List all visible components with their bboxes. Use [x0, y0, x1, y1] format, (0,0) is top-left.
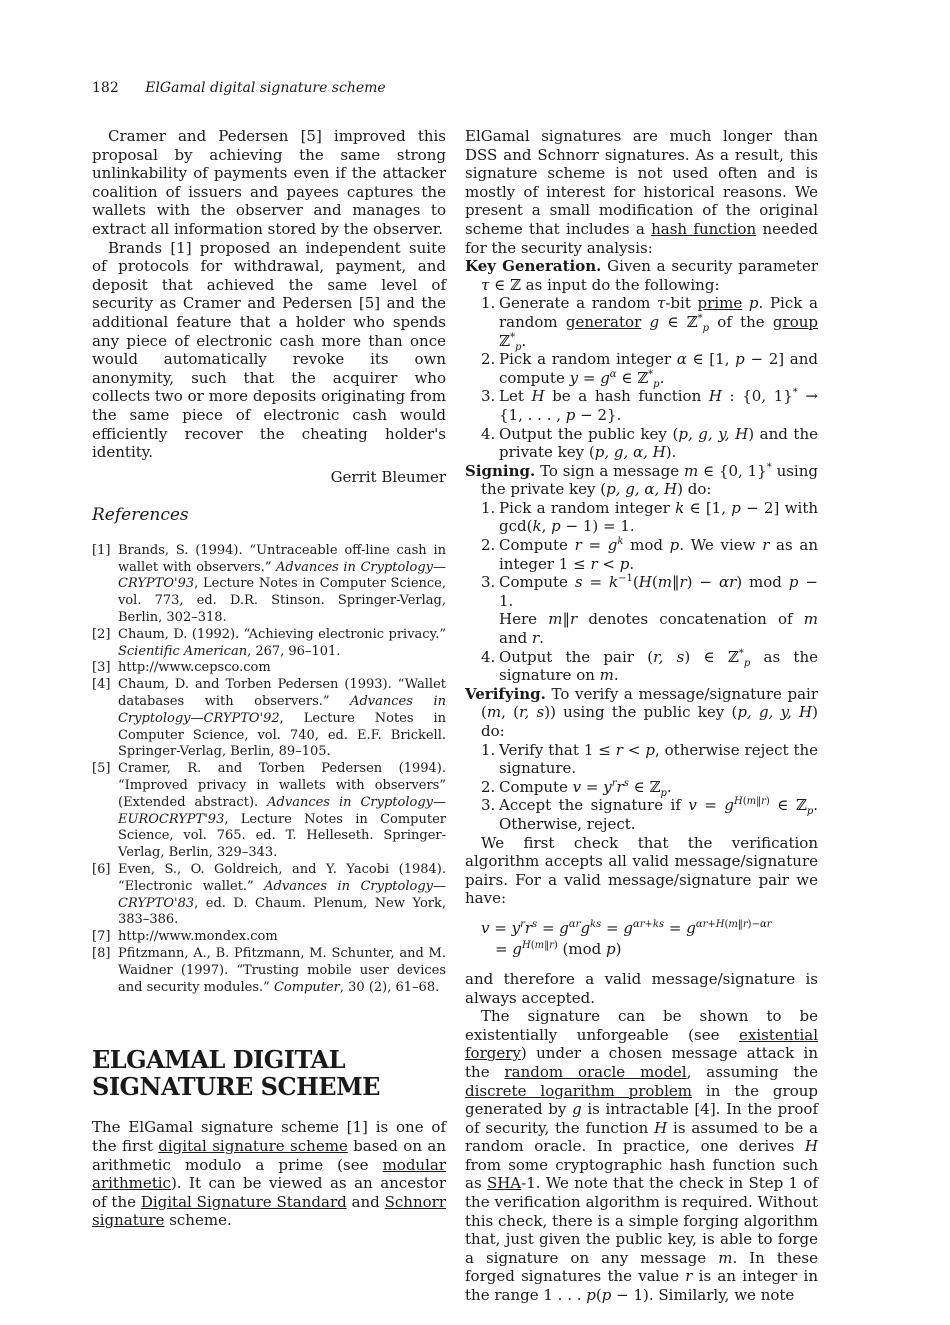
list-item: 3. Accept the signature if $v = g^{H(m‖r)}$ ∈ ℤ$_p$. Otherwise, reject. — [481, 796, 818, 833]
key-generation-heading: Key Generation. — [465, 257, 602, 276]
reference-item: [1] Brands, S. (1994). “Untraceable off-line cash in wallet with observers.” Advances in Cryptology—CRYPTO'93, Lecture Notes in Computer Science, vol. 773, ed. D.R. Stinson. Springer-Verlag, Berlin, 302–318. — [92, 542, 446, 626]
paragraph-check: We first check that the verification algorithm accepts all valid message/signature pairs. For a valid message/signature pair we have: — [465, 833, 818, 908]
running-title: ElGamal digital signature scheme — [145, 80, 386, 96]
reference-item: [5] Cramer, R. and Torben Pedersen (1994). “Improved privacy in wallets with observers” (Extended abstract). Advances in Cryptology—EUROCRYPT'93, Lecture Notes in Computer Science, vol. 765. ed. T. Helleseth. Springer-Verlag, Berlin, 329–343. — [92, 761, 446, 861]
verifying-steps — [465, 741, 818, 834]
references-heading: References — [92, 505, 189, 526]
equation-verification: $v = y^rr^s = g^{\alpha r}g^{ks} = g^{\alpha r+ks} = g^{\alpha r+H(m‖r)-\alpha r}$ = $g^{H(m‖r)}$ (mod p) — [481, 918, 772, 958]
list-item: 1. Generate a random τ-bit prime p. Pick a random generator g ∈ ℤ*$_p$ of the group ℤ*$_p$. — [481, 294, 818, 353]
entry-title: ELGAMAL DIGITAL SIGNATURE SCHEME — [92, 1045, 380, 1102]
paragraph-intro: The ElGamal signature scheme [1] is one of the first digital signature scheme based on an arithmetic modulo a prime (see modular arithmetic). It can be viewed as an ancestor of the Digital Signature Standard and Schnorr signature scheme. — [92, 1118, 446, 1230]
list-item: 2. Pick a random integer α ∈ [1, p − 2] and compute $y = g^\alpha$ ∈ ℤ*$_p$. — [481, 350, 818, 390]
section-verifying: Verifying. To verify a message/signature pair (m, (r, s)) using the public key (p, g, y, H) do: 1. Verify that 1 ≤ r < p, otherwise reject the signature. 2. Compute $v = y^rr^s$ ∈ ℤ$_p$. 3. Accept the signature if $v = g^{H(m‖r)}$ ∈ ℤ$_p$. Otherwise, reject. — [465, 684, 819, 833]
references-list — [92, 543, 446, 997]
right-column — [465, 127, 818, 1305]
link-hash-function[interactable]: hash function — [651, 219, 757, 238]
list-item: 1. Pick a random integer k ∈ [1, p − 2] with gcd(k, p − 1) = 1. — [481, 498, 819, 536]
verifying-heading: Verifying. — [465, 684, 546, 703]
paragraph-cramer-pedersen: Cramer and Pedersen [5] improved this proposal by achieving the same strong unlinkability of payments even if the attacker coalition of issuers and payees captures the wallets with the observer and manages to extract all information stored by the observer. — [92, 127, 446, 238]
reference-item: [6] Even, S., O. Goldreich, and Y. Yacobi (1984). “Electronic wallet.” Advances in Cryptology—CRYPTO'83, ed. D. Chaum. Plenum, New York, 383–386. — [92, 862, 446, 928]
signing-steps — [465, 499, 818, 611]
page-number: 182 — [92, 80, 119, 96]
running-header — [92, 80, 386, 96]
reference-item: [3] http://www.cepsco.com — [92, 660, 271, 676]
author-signature: Gerrit Bleumer — [330, 467, 446, 486]
link-digital-signature-scheme[interactable]: digital signature scheme — [158, 1136, 348, 1155]
reference-item: [7] http://www.mondex.com — [92, 929, 278, 945]
list-item: 3. Let H be a hash function H : {0, 1}* → {1, . . . , p − 2}. — [481, 387, 818, 424]
list-item: 2. Compute $v = y^rr^s$ ∈ ℤ$_p$. — [481, 777, 672, 799]
reference-item: [2] Chaum, D. (1992). “Achieving electronic privacy.” Scientific American, 267, 96–101. — [92, 626, 446, 659]
signing-heading: Signing. — [465, 461, 536, 480]
link-random-oracle-model[interactable]: random oracle model — [504, 1062, 687, 1081]
section-signing: Signing. To sign a message m ∈ {0, 1}* using the private key (p, g, α, H) do: 1. Pick a random integer k ∈ [1, p − 2] with gcd(k, p − 1) = 1. 2. Compute $r = g^k$ mod p. We view r as an integer 1 ≤ r < p. 3. Compute $s = k^{-1}(H(m‖r) - \alpha r)$ mod p − 1. Here m‖r denotes concatenation of m and r. 4. Output the pair (r, s) ∈ ℤ*$_p$ as the signature on m. — [465, 461, 819, 685]
paragraph-brands: Brands [1] proposed an independent suite of protocols for withdrawal, payment, and deposit that achieved the same level of security as Cramer and Pedersen [5] and the additional feature that a holder who spends any piece of electronic cash more than once would automatically revoke its own anonymity, such that the acquirer who collects two or more deposits originating from the same piece of electronic cash would efficiently recover the cheating holder's identity. — [92, 238, 446, 462]
left-column — [92, 127, 446, 1230]
link-sha[interactable]: SHA — [486, 1174, 522, 1193]
list-item: 1. Verify that 1 ≤ r < p, otherwise reject the signature. — [481, 740, 819, 778]
list-item: 2. Compute $r = g^k$ mod p. We view r as an integer 1 ≤ r < p. — [481, 536, 818, 573]
list-item: 4. Output the pair (r, s) ∈ ℤ*$_p$ as the signature on m. — [481, 647, 818, 685]
paragraph-after-equation: and therefore a valid message/signature is always accepted. — [465, 969, 818, 1007]
paragraph-security: The signature can be shown to be existentially unforgeable (see existential forgery) under a chosen message attack in the random oracle model, assuming the discrete logarithm problem in the group generated by g is intractable [4]. In the proof of security, the function H is assumed to be a random oracle. In practice, one derives H from some cryptographic hash function such as SHA-1. We note that the check in Step 1 of the verification algorithm is required. Without this check, there is a simple forging algorithm that, just given the public key, is able to forge a signature on any message m. In these forged signatures the value r is an integer in the range 1 . . . p(p − 1). Similarly, we note — [465, 1007, 819, 1305]
list-item: 3. Compute $s = k^{-1}(H(m‖r) - \alpha r)$ mod p − 1. — [481, 573, 819, 610]
key-generation-steps — [465, 294, 818, 461]
link-schnorr-signature[interactable]: Schnorr signature — [92, 1192, 446, 1230]
reference-item: [8] Pfitzmann, A., B. Pfitzmann, M. Schunter, and M. Waidner (1997). “Trusting mobile user devices and security modules.” Computer, 30 (2), 61–68. — [92, 946, 446, 995]
link-digital-signature-standard[interactable]: Digital Signature Standard — [140, 1192, 347, 1211]
link-discrete-logarithm-problem[interactable]: discrete logarithm problem — [465, 1081, 692, 1100]
paragraph-elgamal-signatures: ElGamal signatures are much longer than DSS and Schnorr signatures. As a result, this signature scheme is not used often and is mostly of interest for historical reasons. We present a small modification of the original scheme that includes a hash function needed for the security analysis: — [465, 127, 819, 257]
link-modular-arithmetic[interactable]: modular arithmetic — [92, 1155, 446, 1193]
section-key-generation: Key Generation. Given a security parameter τ ∈ ℤ as input do the following: 1. Generate a random τ-bit prime p. Pick a random generator g ∈ ℤ*$_p$ of the group ℤ*$_p$. 2. Pick a random integer α ∈ [1, p − 2] and compute $y = g^\alpha$ ∈ ℤ*$_p$. 3. Let H be a hash function H : {0, 1}* → {1, . . . , p − 2}. 4. Output the public key (p, g, y, H) and the private key (p, g, α, H). — [465, 257, 819, 462]
link-existential-forgery[interactable]: existential forgery — [465, 1025, 818, 1063]
list-item: 4. Output the public key (p, g, y, H) and the private key (p, g, α, H). — [481, 424, 818, 462]
reference-item: [4] Chaum, D. and Torben Pedersen (1993). “Wallet databases with observers.” Advances in Cryptology—CRYPTO'92, Lecture Notes in Computer Science, vol. 740, ed. E.F. Brickell. Springer-Verlag, Berlin, 89–105. — [92, 677, 446, 760]
